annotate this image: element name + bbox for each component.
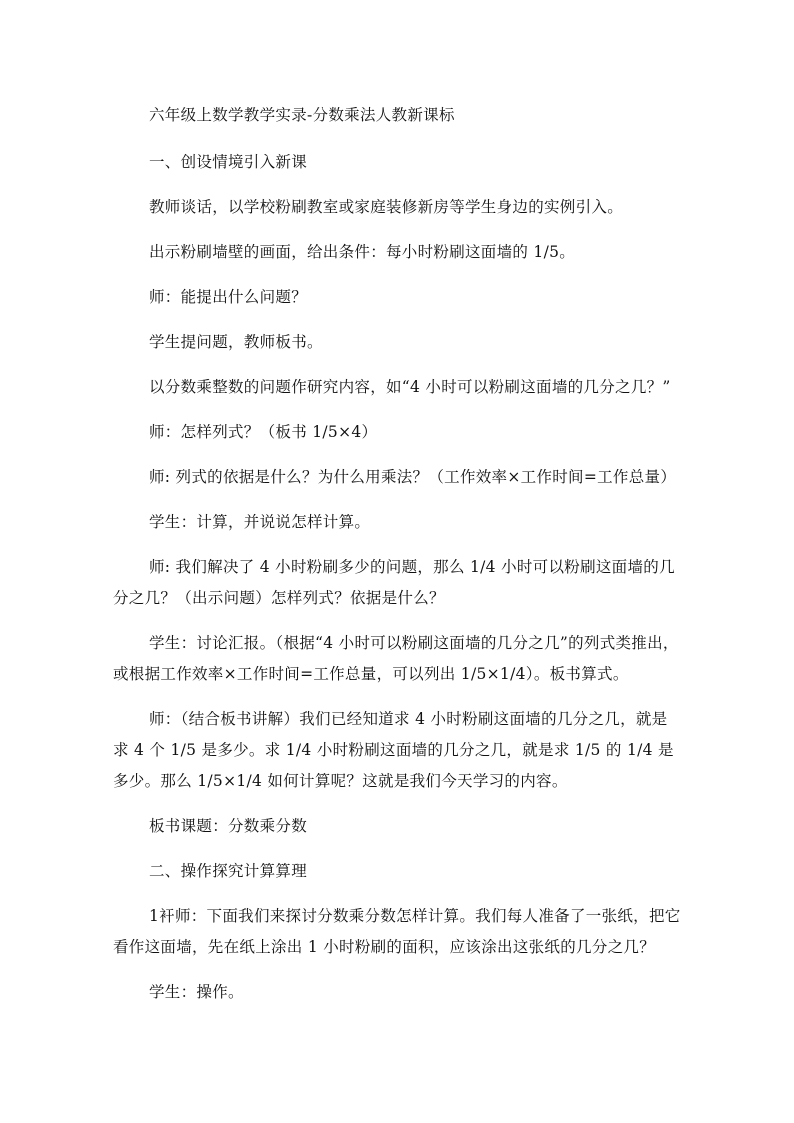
paragraph: 学生：讨论汇报。（根据“4 小时可以粉刷这面墙的几分之几”的列式类推出，或根据工作效率×工作时间=工作总量，可以列出 1/5×1/4）。板书算式。 [113,634,679,683]
paragraph: 师：能提出什么问题？ [149,288,308,306]
paragraph: 教师谈话，以学校粉刷教室或家庭装修新房等学生身边的实例引入。 [149,198,624,216]
paragraph: 以分数乘整数的问题作研究内容，如“4 小时可以粉刷这面墙的几分之几？” [149,378,671,396]
paragraph: 师: 我们解决了 4 小时粉刷多少的问题，那么 1/4 小时可以粉刷这面墙的几分之几？（出示问题）怎样列式？依据是什么？ [113,558,675,607]
paragraph: 出示粉刷墙壁的画面，给出条件：每小时粉刷这面墙的 1/5。 [149,243,576,261]
paragraph: 1衦师：下面我们来探讨分数乘分数怎样计算。我们每人准备了一张纸，把它看作这面墙，先在纸上涂出 1 小时粉刷的面积，应该涂出这张纸的几分之几？ [113,907,681,956]
paragraph: 学生提问题，教师板书。 [149,333,323,351]
section-heading-1: 一、创设情境引入新课 [149,153,308,171]
document-page [113,100,683,1022]
paragraph: 师：怎样列式？（板书 1/5×4） [149,423,378,441]
paragraph: 学生：操作。 [149,983,244,1001]
paragraph: 板书课题：分数乘分数 [149,817,308,835]
document-title: 六年级上数学教学实录-分数乘法人教新课标 [149,106,455,124]
paragraph: 师：（结合板书讲解）我们已经知道求 4 小时粉刷这面墙的几分之几，就是求 4 个 1/5 是多少。求 1/4 小时粉刷这面墙的几分之几，就是求 1/5 的 1/4 是多少。那么 1/5×1/4 如何计算呢？这就是我们今天学习的内容。 [113,710,674,790]
paragraph: 师: 列式的依据是什么？为什么用乘法？（工作效率×工作时间=工作总量） [149,468,677,486]
section-heading-2: 二、操作探究计算算理 [149,862,308,880]
paragraph: 学生：计算，并说说怎样计算。 [149,513,371,531]
